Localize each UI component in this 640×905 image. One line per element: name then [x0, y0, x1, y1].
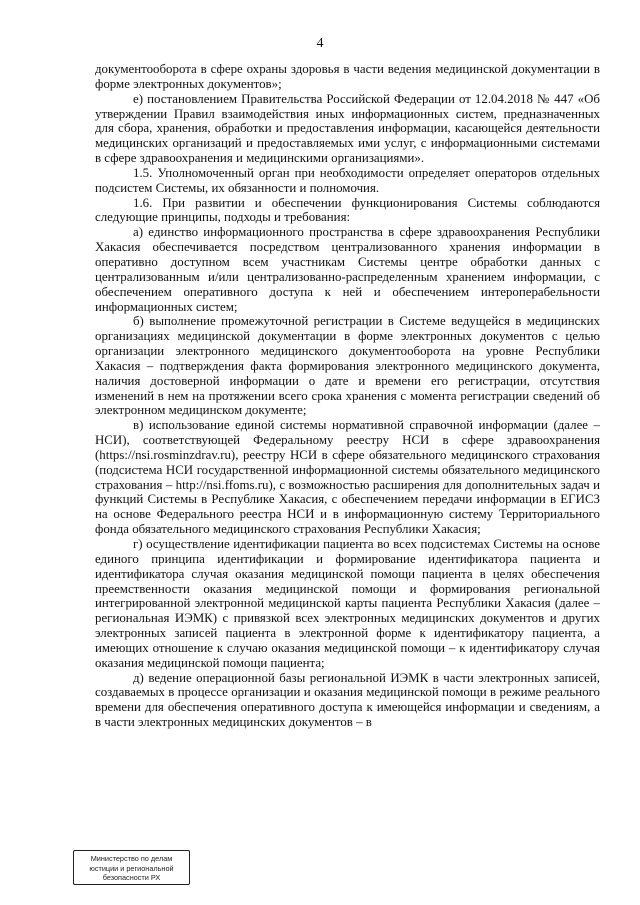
stamp-line: безопасности РХ — [102, 873, 161, 882]
paragraph-item-b: б) выполнение промежуточной регистрации в Системе ведущейся в медицинских организациях медицинской документации в форме электронных документов с целью организации электронного медицинского документооборота на уровне Республики Хакасия – подтверждения факта формирования электронного медицинского документа, наличия достоверной информации о дате и времени его регистрации, отсутствия изменений в нем на протяжении всего срока хранения с момента регистрации сведений об электронном медицинском документе; — [95, 314, 600, 418]
paragraph-item-g: г) осуществление идентификации пациента во всех подсистемах Системы на основе единого принципа идентификации и формирование идентификатора пациента и идентификатора случая оказания медицинской помощи пациента в целях обеспечения преемственности оказания медицинской помощи и формирования региональной интегрированной электронной медицинской карты пациента Республики Хакасия (далее – региональная ИЭМК) с привязкой всех электронных медицинских документов и других электронных записей пациента в электронной форме к идентификатору пациента, а имеющих отношение к случаю оказания медицинской помощи – к идентификатору случая оказания медицинской помощи пациента; — [95, 537, 600, 670]
paragraph-1-5: 1.5. Уполномоченный орган при необходимости определяет операторов отдельных подсистем Системы, их обязанности и полномочия. — [95, 165, 600, 195]
stamp-line: юстиции и региональной — [89, 863, 174, 873]
paragraph-item-v: в) использование единой системы нормативной справочной информации (далее – НСИ), соответствующей Федеральному реестру НСИ в сфере здравоохранения (https://nsi.rosminzdrav.ru), реестру НСИ в сфере обязательного медицинского страхования (подсистема НСИ государственной информационной системы обязательного медицинского страхования – http://nsi.ffoms.ru), с возможностью расширения для дополнительных задач и функций Системы в Республике Хакасия, с обеспечением передачи информации в ЕГИСЗ на основе Федерального реестра НСИ и в информационную систему Территориального фонда обязательного медицинского страхования Республики Хакасия; — [95, 418, 600, 537]
paragraph-continuation: документооборота в сфере охраны здоровья в части ведения медицинской документации в форме электронных документов»; — [95, 62, 600, 91]
paragraph-item-d: д) ведение операционной базы региональной ИЭМК в части электронных записей, создаваемых в процессе организации и оказания медицинской помощи в режиме реального времени для обеспечения оперативного доступа к имеющейся информации и сведениям, а в части электронных медицинских документов – в — [95, 670, 600, 730]
paragraph-item-a: а) единство информационного пространства в сфере здравоохранения Республики Хакасия обеспечивается посредством централизованного хранения информации в оперативно доступном всем участникам Системы центре обработки данных с централизованным и/или централизованно-распределенным хранением информации, с обеспечением оперативного доступа к ней и обеспечением интероперабельности информационных систем; — [95, 225, 600, 314]
paragraph-1-6: 1.6. При развитии и обеспечении функционирования Системы соблюдаются следующие принципы, подходы и требования: — [95, 195, 600, 225]
paragraph-item-e: е) постановлением Правительства Российской Федерации от 12.04.2018 № 447 «Об утверждении Правил взаимодействия иных информационных систем, предназначенных для сбора, хранения, обработки и предоставления информации, касающейся деятельности медицинских организаций и предоставляемых ими услуг, с информационными системами в сфере здравоохранения и медицинскими организациями». — [95, 91, 600, 166]
ministry-stamp — [73, 850, 190, 885]
document-body — [95, 62, 600, 730]
page-number: 4 — [316, 36, 324, 51]
stamp-line: Министерство по делам — [90, 854, 173, 863]
